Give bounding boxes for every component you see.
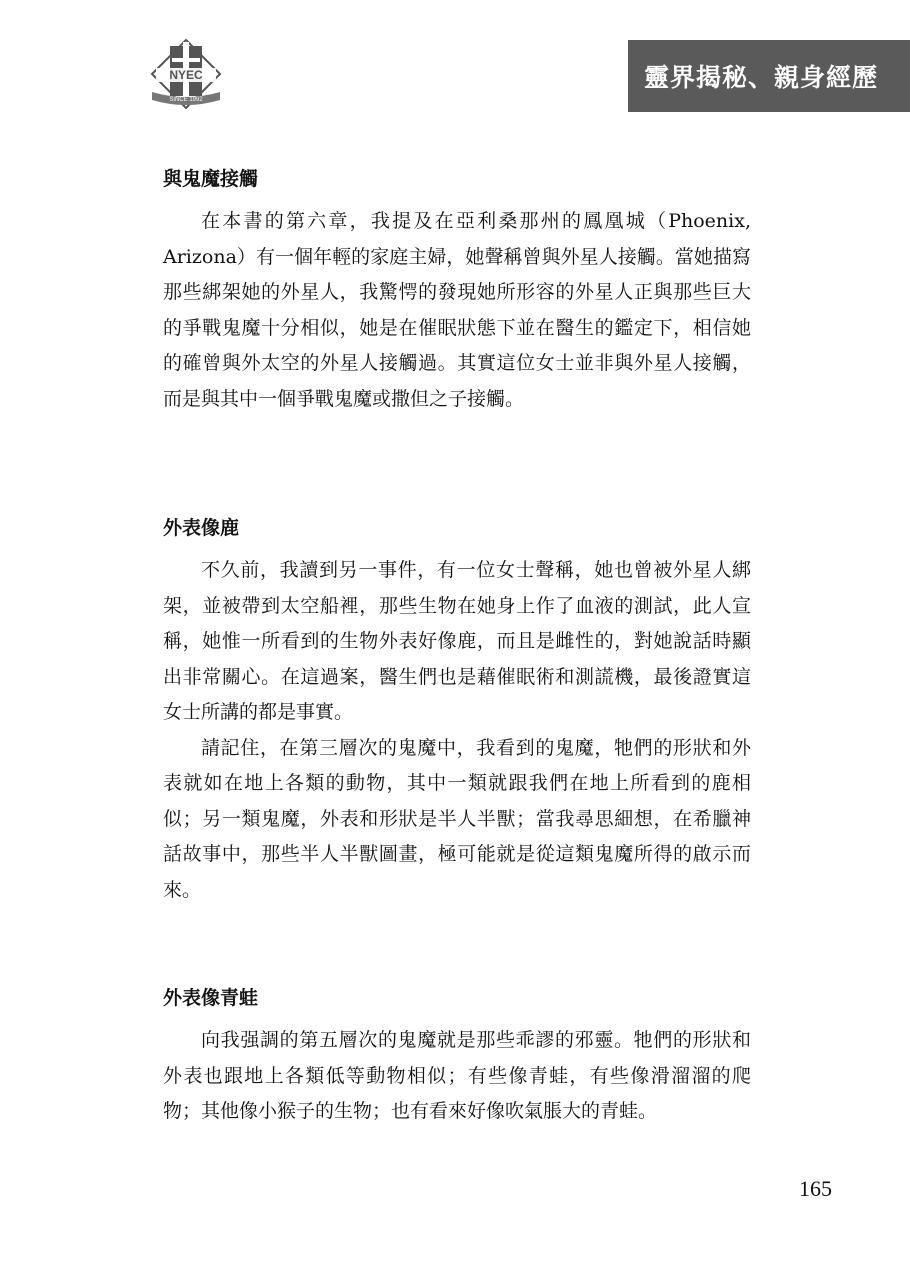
- section-heading: 外表像鹿: [163, 517, 240, 539]
- section-heading: 外表像青蛙: [163, 987, 259, 1009]
- section-3: [163, 985, 751, 1130]
- paragraph: 請記住，在第三層次的鬼魔中，我看到的鬼魔，牠們的形狀和外表就如在地上各類的動物，其中一類就跟我們在地上所看到的鹿相似；另一類鬼魔，外表和形狀是半人半獸；當我尋思細想，在希臘神話故事中，那些半人半獸圖畫，極可能就是從這類鬼魔所得的啟示而來。: [163, 736, 751, 901]
- section-heading: 與鬼魔接觸: [163, 168, 259, 190]
- paragraph: 不久前，我讀到另一事件，有一位女士聲稱，她也曾被外星人綁架，並被帶到太空船裡，那些生物在她身上作了血液的測試，此人宣稱，她惟一所看到的生物外表好像鹿，而且是雌性的，對她說話時顯出非常關心。在這過案，醫生們也是藉催眠術和測謊機，最後證實這女士所講的都是事實。: [163, 559, 751, 723]
- header-banner: 靈界揭秘、親身經歷: [628, 40, 910, 112]
- nyec-logo: [148, 38, 224, 114]
- section-2: [163, 515, 751, 908]
- logo-text: NYEC: [169, 68, 203, 82]
- paragraph: 在本書的第六章，我提及在亞利桑那州的鳳凰城（Phoenix, Arizona）有一個年輕的家庭主婦，她聲稱曾與外星人接觸。當她描寫那些綁架她的外星人，我驚愕的發現她所形容的外星人正與那些巨大的爭戰鬼魔十分相似，她是在催眠狀態下並在醫生的鑑定下，相信她的確曾與外太空的外星人接觸過。其實這位女士並非與外星人接觸，而是與其中一個爭戰鬼魔或撒但之子接觸。: [163, 210, 751, 410]
- paragraph: 向我强調的第五層次的鬼魔就是那些乖謬的邪靈。牠們的形狀和外表也跟地上各類低等動物相似；有些像青蛙，有些像滑溜溜的爬物；其他像小猴子的生物；也有看來好像吹氣脹大的青蛙。: [163, 1029, 751, 1122]
- logo-subtext: SINCE 1992: [169, 97, 203, 103]
- page-number: 165: [799, 1176, 832, 1201]
- section-1: [163, 166, 751, 417]
